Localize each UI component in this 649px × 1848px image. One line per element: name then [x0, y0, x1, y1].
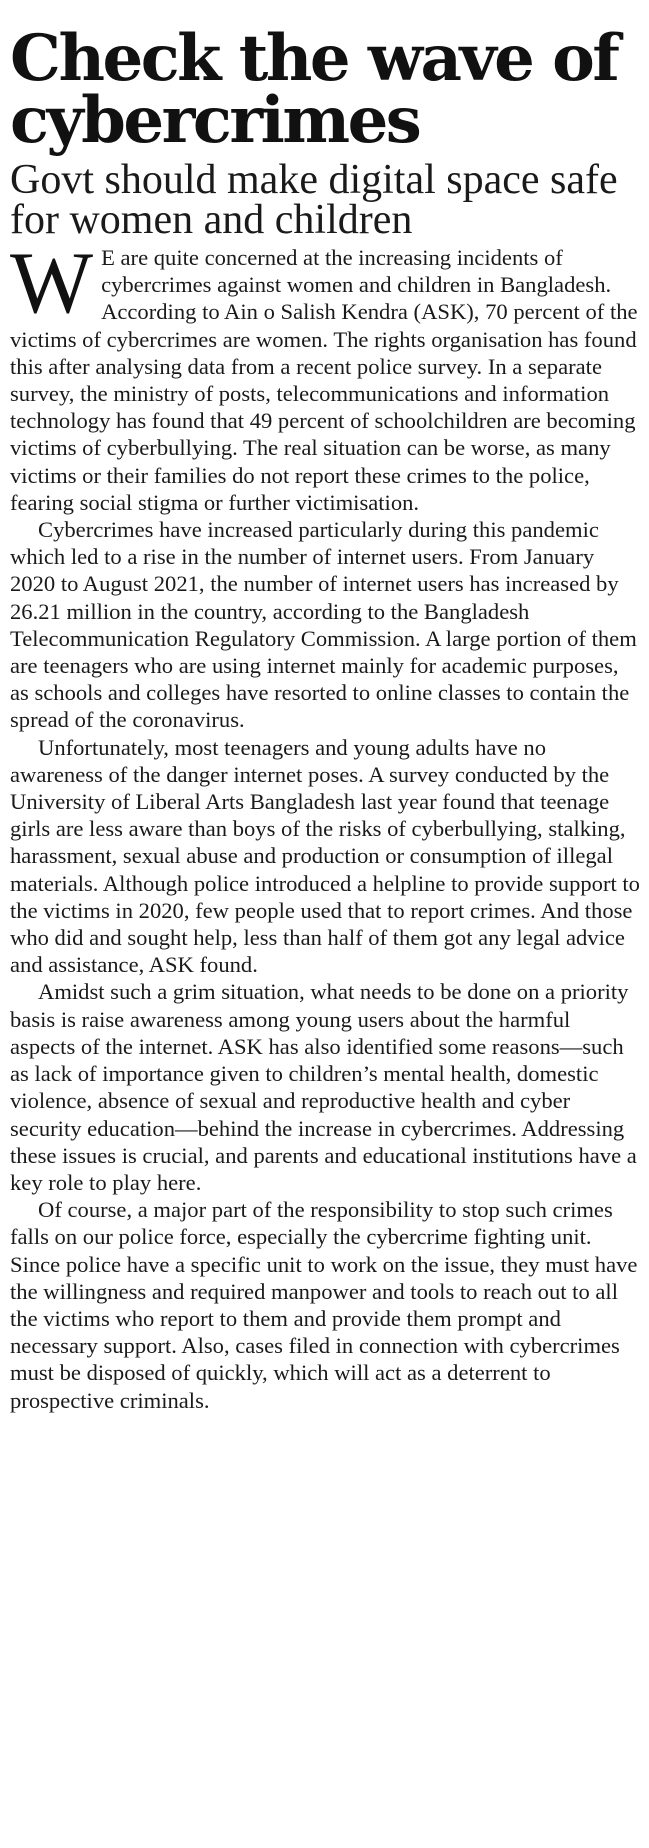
drop-cap: W [10, 235, 94, 332]
article-body [10, 235, 640, 1414]
paragraph-5: Of course, a major part of the responsibility to stop such crimes falls on our police force, especially the cybercrime fighting unit. Since police have a specific unit to work on the issue, they must have the willingness and required manpower and tools to reach out to all the victims who report to them and provide them prompt and necessary support. Also, cases filed in connection with cybercrimes must be disposed of quickly, which will act as a deterrent to prospective criminals. [10, 1197, 638, 1413]
paragraph-1-text: E are quite concerned at the increasing incidents of cybercrimes against women and children in Bangladesh. According to Ain o Salish Kendra (ASK), 70 percent of the victims of cybercrimes are women. The rights organisation has found this after analysing data from a recent police survey. In a separate survey, the ministry of posts, telecommunications and information technology has found that 49 percent of schoolchildren are becoming victims of cyberbullying. The real situation can be worse, as many victims or their families do not report these crimes to the police, fearing social stigma or further victimisation. [10, 245, 638, 515]
paragraph-3: Unfortunately, most teenagers and young adults have no awareness of the danger internet poses. A survey conducted by the University of Liberal Arts Bangladesh last year found that teenage girls are less aware than boys of the risks of cyberbullying, stalking, harassment, sexual abuse and production or consumption of illegal materials. Although police introduced a helpline to provide support to the victims in 2020, few people used that to report crimes. And those who did and sought help, less than half of them got any legal advice and assistance, ASK found. [10, 734, 640, 978]
editorial-article [10, 0, 640, 1414]
paragraph-2: Cybercrimes have increased particularly during this pandemic which led to a rise in the number of internet users. From January 2020 to August 2021, the number of internet users has increased by 26.21 million in the country, according to the Bangladesh Telecommunication Regulatory Commission. A large portion of them are teenagers who are using internet mainly for academic purposes, as schools and colleges have resorted to online classes to contain the spread of the coronavirus. [10, 517, 637, 733]
paragraph-1 [10, 235, 640, 516]
paragraph-4: Amidst such a grim situation, what needs to be done on a priority basis is raise awareness among young users about the harmful aspects of the internet. ASK has also identified some reasons—such as lack of importance given to children’s mental health, domestic violence, absence of sexual and reproductive health and cyber security education—behind the increase in cybercrimes. Addressing these issues is crucial, and parents and educational institutions have a key role to play here. [10, 979, 637, 1195]
headline: Check the wave of cybercrimes [10, 21, 618, 158]
subheadline: Govt should make digital space safe for women and children [10, 157, 618, 243]
